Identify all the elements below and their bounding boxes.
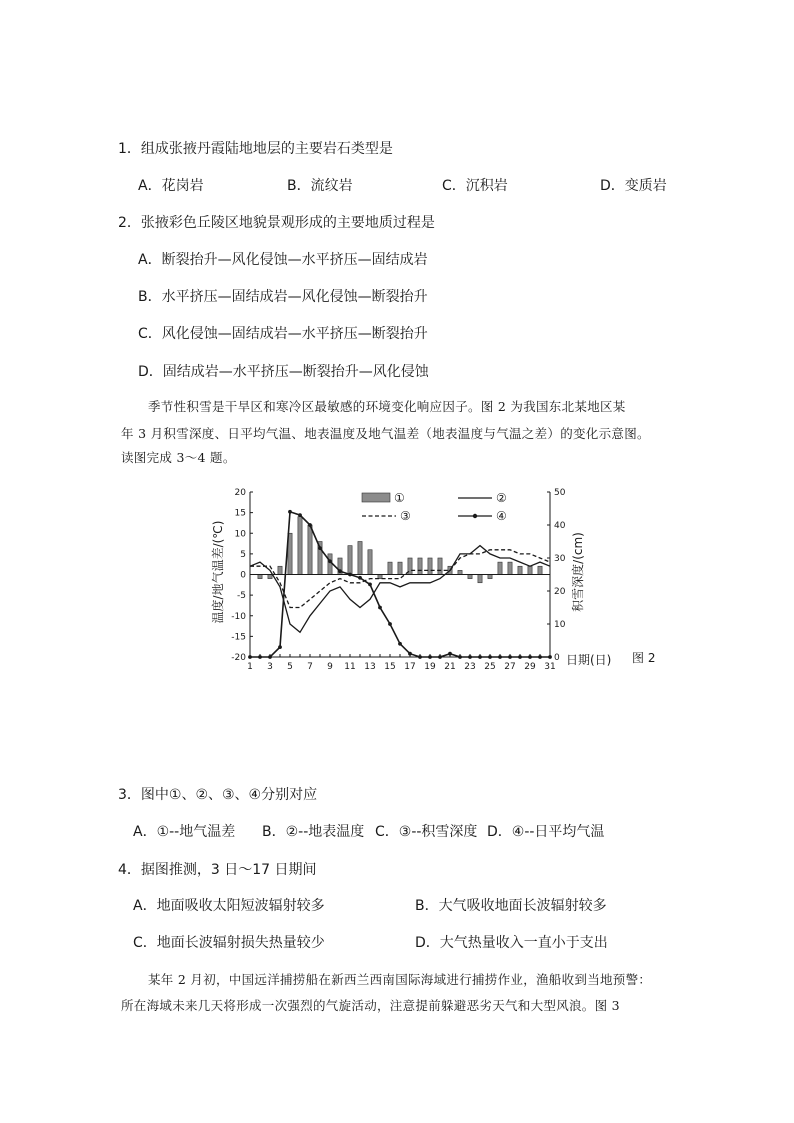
x-tick-label: 17 <box>404 662 416 672</box>
y-right-tick-label: 30 <box>554 554 566 564</box>
figure-label: 图 2 <box>632 651 656 665</box>
bar-series1-day12 <box>358 542 362 575</box>
bar-series1-day27 <box>508 562 512 574</box>
bar-series1-day29 <box>528 566 532 574</box>
marker-series4-day12 <box>358 576 362 580</box>
y-right-tick-label: 50 <box>554 488 566 498</box>
bar-series1-day9 <box>328 554 332 575</box>
x-tick-label: 27 <box>504 662 516 672</box>
marker-series4-day5 <box>288 510 292 514</box>
x-tick-label: 1 <box>247 662 253 672</box>
intro3-line2: 所在海域未来几天将形成一次强烈的气旋活动，注意提前躲避恶劣天气和大型风浪。图 3 <box>121 998 620 1013</box>
bar-series1-day15 <box>388 562 392 574</box>
x-tick-label: 29 <box>524 662 536 672</box>
x-tick-label: 5 <box>287 662 293 672</box>
x-tick-label: 9 <box>327 662 333 672</box>
x-tick-label: 31 <box>544 662 556 672</box>
q3-option-a: A．①--地气温差 <box>133 824 236 840</box>
bar-series1-day22 <box>458 570 462 574</box>
bar-series1-day4 <box>278 566 282 574</box>
q1-option-d: D．变质岩 <box>600 178 667 194</box>
intro3-line1: 某年 2 月初，中国远洋捕捞船在新西兰西南国际海域进行捕捞作业，渔船收到当地预警： <box>148 972 652 987</box>
y-left-tick-label: 0 <box>240 570 246 581</box>
line-series-2 <box>250 546 550 633</box>
bar-series1-day24 <box>478 575 482 583</box>
bar-series1-day6 <box>298 517 302 575</box>
y-left-tick-label: -15 <box>231 632 246 643</box>
bar-series1-day3 <box>268 575 272 579</box>
marker-series4-day9 <box>328 559 332 563</box>
x-tick-label: 7 <box>307 662 313 672</box>
legend-swatch-1 <box>362 493 390 502</box>
bar-series1-day18 <box>418 558 422 575</box>
x-axis-label: 日期(日) <box>566 653 612 667</box>
bar-series1-day7 <box>308 525 312 575</box>
y-left-tick-label: 20 <box>234 488 246 498</box>
q3-stem: 3．图中①、②、③、④分别对应 <box>118 787 318 803</box>
q4-stem: 4．据图推测，3 日～17 日期间 <box>118 862 317 878</box>
q2-option-b: B．水平挤压—固结成岩—风化侵蚀—断裂抬升 <box>138 289 428 305</box>
legend-label-4: ④ <box>496 509 507 523</box>
marker-series4-day7 <box>308 523 312 527</box>
legend-label-2: ② <box>496 491 507 505</box>
x-tick-label: 3 <box>267 662 273 672</box>
q1-option-a: A．花岗岩 <box>138 178 204 194</box>
x-tick-label: 15 <box>384 662 396 672</box>
y-right-tick-label: 0 <box>554 653 560 663</box>
marker-series4-day10 <box>338 569 342 573</box>
q1-stem: 1．组成张掖丹霞陆地地层的主要岩石类型是 <box>118 141 393 157</box>
q1-option-c: C．沉积岩 <box>442 178 508 194</box>
marker-series4-day16 <box>398 642 402 646</box>
marker-series4-day4 <box>278 645 282 649</box>
y-axis-left-label: 温度/地气温差/(℃) <box>211 520 225 624</box>
x-tick-label: 19 <box>424 662 436 672</box>
marker-series4-day14 <box>378 606 382 610</box>
x-tick-label: 23 <box>464 662 476 672</box>
q2-option-a: A．断裂抬升—风化侵蚀—水平挤压—固结成岩 <box>138 252 428 268</box>
y-right-tick-label: 20 <box>554 587 566 597</box>
legend-marker-4 <box>473 514 477 518</box>
bar-series1-day20 <box>438 558 442 575</box>
q4-option-c: C．地面长波辐射损失热量较少 <box>133 935 325 951</box>
x-tick-label: 11 <box>344 662 356 672</box>
x-tick-label: 25 <box>484 662 496 672</box>
q3-option-c: C．③--积雪深度 <box>375 824 478 840</box>
line-series-4 <box>250 512 550 657</box>
y-right-tick-label: 10 <box>554 620 566 630</box>
legend-label-3: ③ <box>400 509 411 523</box>
y-right-tick-label: 40 <box>554 521 566 531</box>
q1-option-b: B．流纹岩 <box>287 178 353 194</box>
y-left-tick-label: -20 <box>231 653 246 663</box>
intro2-line1: 季节性积雪是干旱区和寒冷区最敏感的环境变化响应因子。图 2 为我国东北某地区某 <box>148 399 626 414</box>
bar-series1-day19 <box>428 558 432 575</box>
bar-series1-day11 <box>348 546 352 575</box>
y-left-tick-label: 5 <box>240 549 246 560</box>
y-left-tick-label: -10 <box>231 611 246 622</box>
bar-series1-day13 <box>368 550 372 575</box>
q2-stem: 2．张掖彩色丘陵区地貌景观形成的主要地质过程是 <box>118 215 435 231</box>
y-left-tick-label: 15 <box>234 508 246 519</box>
intro2-line2: 年 3 月积雪深度、日平均气温、地表温度及地气温差（地表温度与气温之差）的变化示意图。 <box>121 426 650 441</box>
q4-option-b: B．大气吸收地面长波辐射较多 <box>415 898 607 914</box>
q4-option-a: A．地面吸收太阳短波辐射较多 <box>133 898 325 914</box>
q4-option-d: D．大气热量收入一直小于支出 <box>415 935 608 951</box>
bar-series1-day30 <box>538 566 542 574</box>
x-tick-label: 13 <box>364 662 376 672</box>
y-left-tick-label: 10 <box>234 529 246 540</box>
marker-series4-day6 <box>298 513 302 517</box>
q2-option-d: D．固结成岩—水平挤压—断裂抬升—风化侵蚀 <box>138 364 429 380</box>
x-tick-label: 21 <box>444 662 456 672</box>
marker-series4-day15 <box>388 622 392 626</box>
q3-option-b: B．②--地表温度 <box>262 824 365 840</box>
y-axis-right-label: 积雪深度/(cm) <box>571 532 585 612</box>
marker-series4-day8 <box>318 546 322 550</box>
q2-option-c: C．风化侵蚀—固结成岩—水平挤压—断裂抬升 <box>138 326 428 342</box>
figure-2-chart <box>200 480 660 680</box>
bar-series1-day2 <box>258 575 262 579</box>
bar-series1-day16 <box>398 562 402 574</box>
q3-option-d: D．④--日平均气温 <box>487 824 605 840</box>
intro2-line3: 读图完成 3～4 题。 <box>121 450 236 465</box>
bar-series1-day28 <box>518 566 522 574</box>
bar-series1-day26 <box>498 562 502 574</box>
bar-series1-day23 <box>468 575 472 579</box>
bar-series1-day25 <box>488 575 492 579</box>
marker-series4-day13 <box>368 583 372 587</box>
y-left-tick-label: -5 <box>237 591 246 602</box>
legend-label-1: ① <box>394 491 405 505</box>
